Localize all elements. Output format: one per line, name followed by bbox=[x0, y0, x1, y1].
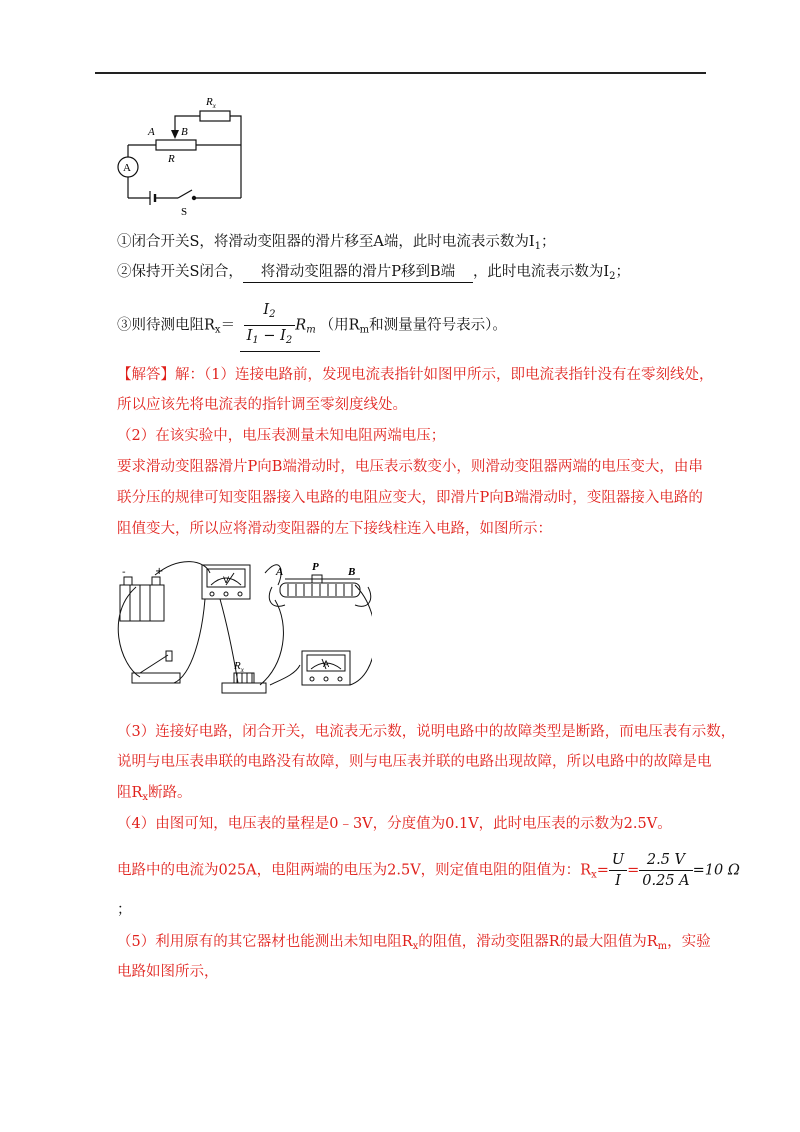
step-2: ②保持开关S闭合， 将滑动变阻器的滑片P移到B端 ，此时电流表示数为$I_2$； bbox=[117, 264, 631, 282]
rheostat-a-label: A bbox=[276, 566, 284, 578]
circuit-diagram-1 bbox=[108, 90, 248, 220]
answer-line-3: （2）在该实验中，电压表测量未知电阻两端电压； bbox=[117, 428, 446, 444]
step-3: ③则待测电阻$R_x=$ $\frac{I_2}{I_1 - I_2}$ $R_m$ （用$R_m$和测量量符号表示）。 bbox=[117, 300, 507, 352]
ammeter-label: A bbox=[323, 660, 330, 670]
rx-label: $R_x$ bbox=[234, 660, 244, 674]
battery-minus-label: - bbox=[122, 567, 126, 578]
step-1: ①闭合开关S，将滑动变阻器的滑片移至A端，此时电流表示数为$I_1$； bbox=[117, 234, 556, 252]
rheostat-b-label: B bbox=[348, 566, 356, 578]
answer-line-13: （5）利用原有的其它器材也能测出未知电阻$R_x$的阻值，滑动变阻器R的最大阻值为$R_m$，实验 bbox=[117, 934, 711, 952]
answer-line-1: 【解答】解：（1）连接电路前，发现电流表指针如图甲所示，即电流表指针没有在零刻线处， bbox=[117, 367, 714, 383]
apparatus-diagram bbox=[110, 555, 372, 707]
formula-u-over-i: $\frac{U}{I}$ bbox=[609, 850, 627, 891]
answer-line-10: （4）由图可知，电压表的量程是0﹣3V，分度值为0.1V，此时电压表的示数为2.5V。 bbox=[117, 816, 672, 832]
answer-line-11: 电路中的电流为025A，电阻两端的电压为2.5V，则定值电阻的阻值为：$R_x=$ $\frac{U}{I}$ = $\frac{2.5 V}{0.25 A}$ =10 Ω bbox=[117, 852, 740, 889]
formula-blank: $\frac{I_2}{I_1 - I_2}$ $R_m$ bbox=[240, 300, 320, 352]
answer-blank: 将滑动变阻器的滑片P移到B端 bbox=[243, 262, 473, 283]
answer-line-7: （3）连接好电路，闭合开关，电流表无示数，说明电路中的故障类型是断路，而电压表有示数， bbox=[117, 724, 736, 740]
formula-fraction: $\frac{I_2}{I_1 - I_2}$ bbox=[244, 300, 296, 351]
rx-label: $R_x$ bbox=[206, 96, 216, 110]
answer-line-5: 联分压的规律可知变阻器接入电路的电阻应变大，即滑片P向B端滑动时，变阻器接入电路的 bbox=[117, 490, 703, 506]
answer-line-6: 阻值变大，所以应将滑动变阻器的左下接线柱连入电路，如图所示： bbox=[117, 521, 552, 537]
header-rule bbox=[95, 72, 706, 74]
voltmeter-label: V bbox=[223, 576, 230, 586]
answer-line-4: 要求滑动变阻器滑片P向B端滑动时，电压表示数变小，则滑动变阻器两端的电压变大，由串 bbox=[117, 459, 703, 475]
battery-plus-label: + bbox=[155, 566, 164, 577]
answer-line-2: 所以应该先将电流表的指针调至零刻度线处。 bbox=[117, 397, 407, 413]
terminal-a-label: A bbox=[148, 126, 155, 138]
terminal-b-label: B bbox=[181, 126, 188, 138]
answer-line-9: 阻$R_x$断路。 bbox=[117, 785, 192, 803]
switch-label: S bbox=[181, 206, 188, 218]
rheostat-label: R bbox=[168, 153, 175, 165]
rheostat-p-label: P bbox=[312, 561, 319, 573]
answer-line-8: 说明与电压表串联的电路没有故障，则与电压表并联的电路出现故障，所以电路中的故障是电 bbox=[117, 754, 712, 770]
ammeter-label: A bbox=[123, 162, 131, 174]
answer-line-12: ； bbox=[117, 902, 132, 918]
formula-values: $\frac{2.5 V}{0.25 A}$ bbox=[639, 850, 692, 891]
answer-line-14: 电路如图所示， bbox=[117, 964, 219, 980]
slider-arrow-icon bbox=[171, 130, 179, 139]
